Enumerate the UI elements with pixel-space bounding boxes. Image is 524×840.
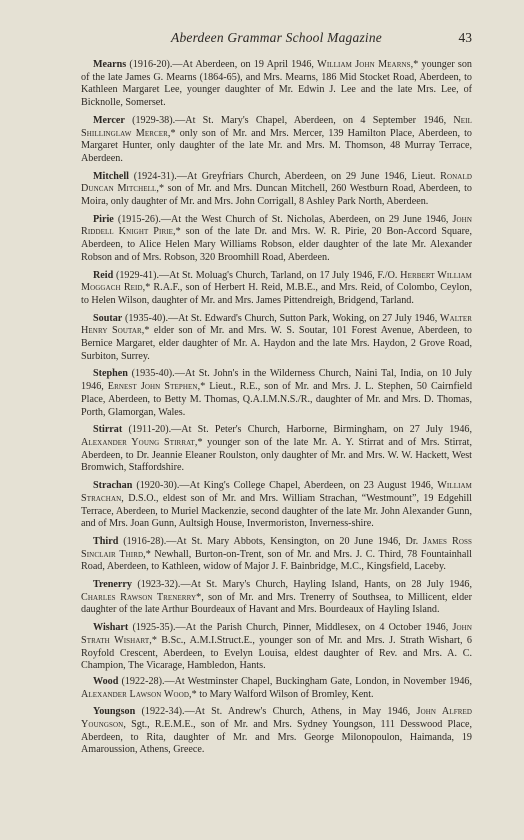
entry-surname: Pirie xyxy=(93,213,114,225)
entry-groom-name: Alexander Young Stirrat, xyxy=(81,436,198,448)
entry-groom-name: Neil Shillinglaw Mercer, xyxy=(81,114,472,139)
entry-text: * only son of Mr. and Mrs. Mercer, 139 Hamilton Place, Aberdeen, to Margaret Hunter, only daughter of the late Mr. and Mrs. M. Thomson, 48 Murray Terrace, Aberdeen. xyxy=(81,127,472,164)
entry-trenerry xyxy=(81,579,472,617)
entry-text: Sgt., R.E.M.E., son of Mr. and Mrs. Sydney Youngson, 111 Desswood Place, Aberdeen, to Rita, daughter of Mr. and Mrs. George Milonopoulon, Haimanda, 19 Amaroussion, Athens, Greece. xyxy=(81,719,472,756)
entry-surname: Mercer xyxy=(93,114,125,126)
entry-mercer xyxy=(81,115,472,166)
entry-groom-name: James Ross Sinclair Third, xyxy=(81,535,472,560)
entry-text: (1915-26).—At the West Church of St. Nicholas, Aberdeen, on 29 June 1946, xyxy=(113,213,453,225)
entry-third xyxy=(81,536,472,574)
entry-groom-name: William John Mearns, xyxy=(317,59,414,70)
entry-groom-name: Charles Rawson Trenerry xyxy=(81,591,197,603)
entry-soutar xyxy=(81,313,472,364)
entry-text: *, son of Mr. and Mrs. Trenerry of Southsea, to Millicent, elder daughter of the late Arthur Bourdeaux of Havant and Mrs. Bourdeaux of Hayling Island. xyxy=(81,591,472,616)
entry-text: (1924-31).—At Greyfriars Church, Aberdeen, on 29 June 1946, Lieut. xyxy=(129,170,441,182)
entry-text: (1923-32).—At St. Mary's Church, Hayling Island, Hants, on 28 July 1946, xyxy=(131,579,472,591)
entry-text: (1935-40).—At St. Edward's Church, Sutton Park, Woking, on 27 July 1946, xyxy=(122,312,440,324)
entry-surname: Mitchell xyxy=(93,170,129,182)
entry-stephen xyxy=(81,368,472,419)
entry-groom-name: Herbert William Moggach Reid, xyxy=(81,269,472,294)
entry-text: (1922-28).—At Westminster Chapel, Buckingham Gate, London, in November 1946, xyxy=(118,675,472,687)
entry-text: (1916-20).—At Aberdeen, on 19 April 1946, xyxy=(126,59,318,70)
entry-groom-name: Walter Henry Soutar, xyxy=(81,312,472,337)
entry-surname: Third xyxy=(93,535,119,547)
entry-text: * son of Mr. and Mrs. Duncan Mitchell, 260 Westburn Road, Aberdeen, to Moira, only daughter of Mr. and Mrs. John Corrigall, 8 Ashley Park North, Aberdeen. xyxy=(81,183,472,208)
entry-groom-name: Ernest John Stephen, xyxy=(107,381,201,393)
entry-surname: Stirrat xyxy=(93,424,123,436)
entry-text: (1922-34).—At St. Andrew's Church, Athens, in May 1946, xyxy=(135,706,417,718)
entry-text: * Lieut., R.E., son of Mr. and Mrs. J. L. Stephen, 50 Cairnfield Place, Aberdeen, to Betty M. Thomas, Q.A.I.M.N.S./R., daughter of Mr. and Mrs. D. Thomas, Porth, Glamorgan, Wales. xyxy=(81,381,473,418)
entry-wood xyxy=(81,676,472,701)
entry-text: (1935-40).—At St. John's in the Wilderness Church, Naini Tal, India, on 10 July 1946, xyxy=(81,368,472,393)
entry-groom-name: John Alfred Youngson, xyxy=(81,706,472,731)
entry-surname: Mearns xyxy=(93,59,127,70)
entry-groom-name: Ronald Duncan Mitchell, xyxy=(81,170,472,195)
entry-text: (1925-35).—At the Parish Church, Pinner, Middlesex, on 4 October 1946, xyxy=(128,622,453,634)
entry-text: (1929-41).—At St. Moluag's Church, Tarland, on 17 July 1946, F./O. xyxy=(113,269,401,281)
entry-surname: Wishart xyxy=(93,622,129,634)
entry-text: * B.Sc., A.M.I.Struct.E., younger son of Mr. and Mrs. J. Strath Wishart, 6 Royfold Crescent, Aberdeen, to Evelyn Louisa, eldest daughter of Rev. and Mrs. A. C. Champion, The Vicarage, Hambledon, Hants. xyxy=(81,634,472,672)
entry-text: * younger son of the late Mr. A. Y. Stirrat and of Mrs. Stirrat, Aberdeen, to Dr. Jeannie Eleaner Roulston, only daughter of Mr. and Mrs. W. W. Hackett, West Bromwich, Staffordshire. xyxy=(81,436,473,474)
entry-reid xyxy=(81,270,472,308)
entry-text: D.S.O., eldest son of Mr. and Mrs. William Strachan, “Westmount”, 19 Edgehill Terrace, Aberdeen, to Muriel Mackenzie, second daughter of the late Mr. John Alexander Gunn, and of Mrs. Joan Gunn, Aultsigh House, Invermoriston, Inverness-shire. xyxy=(81,492,472,530)
marriage-entries xyxy=(81,59,472,757)
entry-text: * to Mary Walford Wilson of Bromley, Kent. xyxy=(191,688,374,700)
entry-text: * elder son of Mr. and Mrs. W. S. Soutar, 101 Forest Avenue, Aberdeen, to Bernice Margaret, elder daughter of Mr. A. Haydon and the late Mrs. Haydon, 2 Grove Road, Surbiton, Surrey. xyxy=(81,325,472,362)
entry-strachan xyxy=(81,480,472,531)
entry-text: * R.A.F., son of Herbert H. Reid, M.B.E., and Mrs. Reid, of Colombo, Ceylon, to Helen Wilson, daughter of Mr. and Mrs. James Pittendreigh, Bridgend, Tarland. xyxy=(81,282,472,306)
entry-pirie xyxy=(81,214,472,265)
entry-text: (1916-28).—At St. Mary Abbots, Kensington, on 20 June 1946, Dr. xyxy=(118,535,424,547)
entry-stirrat xyxy=(81,424,472,475)
entry-text: (1920-30).—At King's College Chapel, Aberdeen, on 23 August 1946, xyxy=(132,480,438,492)
page-header xyxy=(81,30,472,48)
entry-text: * Newhall, Burton-on-Trent, son of Mr. and Mrs. J. C. Third, 78 Fountainhall Road, Aberdeen, to Kathleen, widow of Major J. F. Bainbridge, M.C., Kingsfield, Laceby. xyxy=(81,548,472,573)
page-number: 43 xyxy=(458,30,472,45)
entry-surname: Wood xyxy=(93,675,119,687)
entry-mitchell xyxy=(81,171,472,209)
entry-groom-name: John Riddell Knight Pirie, xyxy=(81,213,472,238)
entry-surname: Soutar xyxy=(93,312,123,324)
entry-groom-name: John Strath Wishart, xyxy=(81,622,472,646)
entry-text: * son of the late Dr. and Mrs. W. R. Pirie, 20 Bon-Accord Square, Aberdeen, to Alice Helen Mary Williams Robson, elder daughter of the late Mr. Alexander Robson and of Mrs. Robson, 320 Broomhill Road, Aberdeen. xyxy=(81,226,472,263)
entry-text: (1929-38).—At St. Mary's Chapel, Aberdeen, on 4 September 1946, xyxy=(124,114,454,126)
entry-groom-name: Alexander Lawson Wood, xyxy=(81,688,192,700)
entry-surname: Reid xyxy=(93,269,114,281)
entry-youngson xyxy=(81,706,472,757)
entry-groom-name: William Strachan, xyxy=(81,480,472,504)
running-title: Aberdeen Grammar School Magazine xyxy=(171,30,382,45)
entry-surname: Stephen xyxy=(93,368,128,380)
entry-text: (1911-20).—At St. Peter's Church, Harborne, Birmingham, on 27 July 1946, xyxy=(122,424,472,436)
entry-surname: Youngson xyxy=(93,706,136,718)
entry-surname: Strachan xyxy=(93,480,133,492)
entry-wishart xyxy=(81,622,472,673)
entry-surname: Trenerry xyxy=(93,579,132,591)
entry-mearns xyxy=(81,59,472,110)
entry-text: * younger son of the late James G. Mearns (1864-65), and Mrs. Mearns, 186 Mid Stocket Road, Aberdeen, to Kathleen Margaret Lee, younger daughter of Mr. Edwin J. Lee and the late Mrs. Lee, of Bicknolle, Somerset. xyxy=(81,59,472,109)
